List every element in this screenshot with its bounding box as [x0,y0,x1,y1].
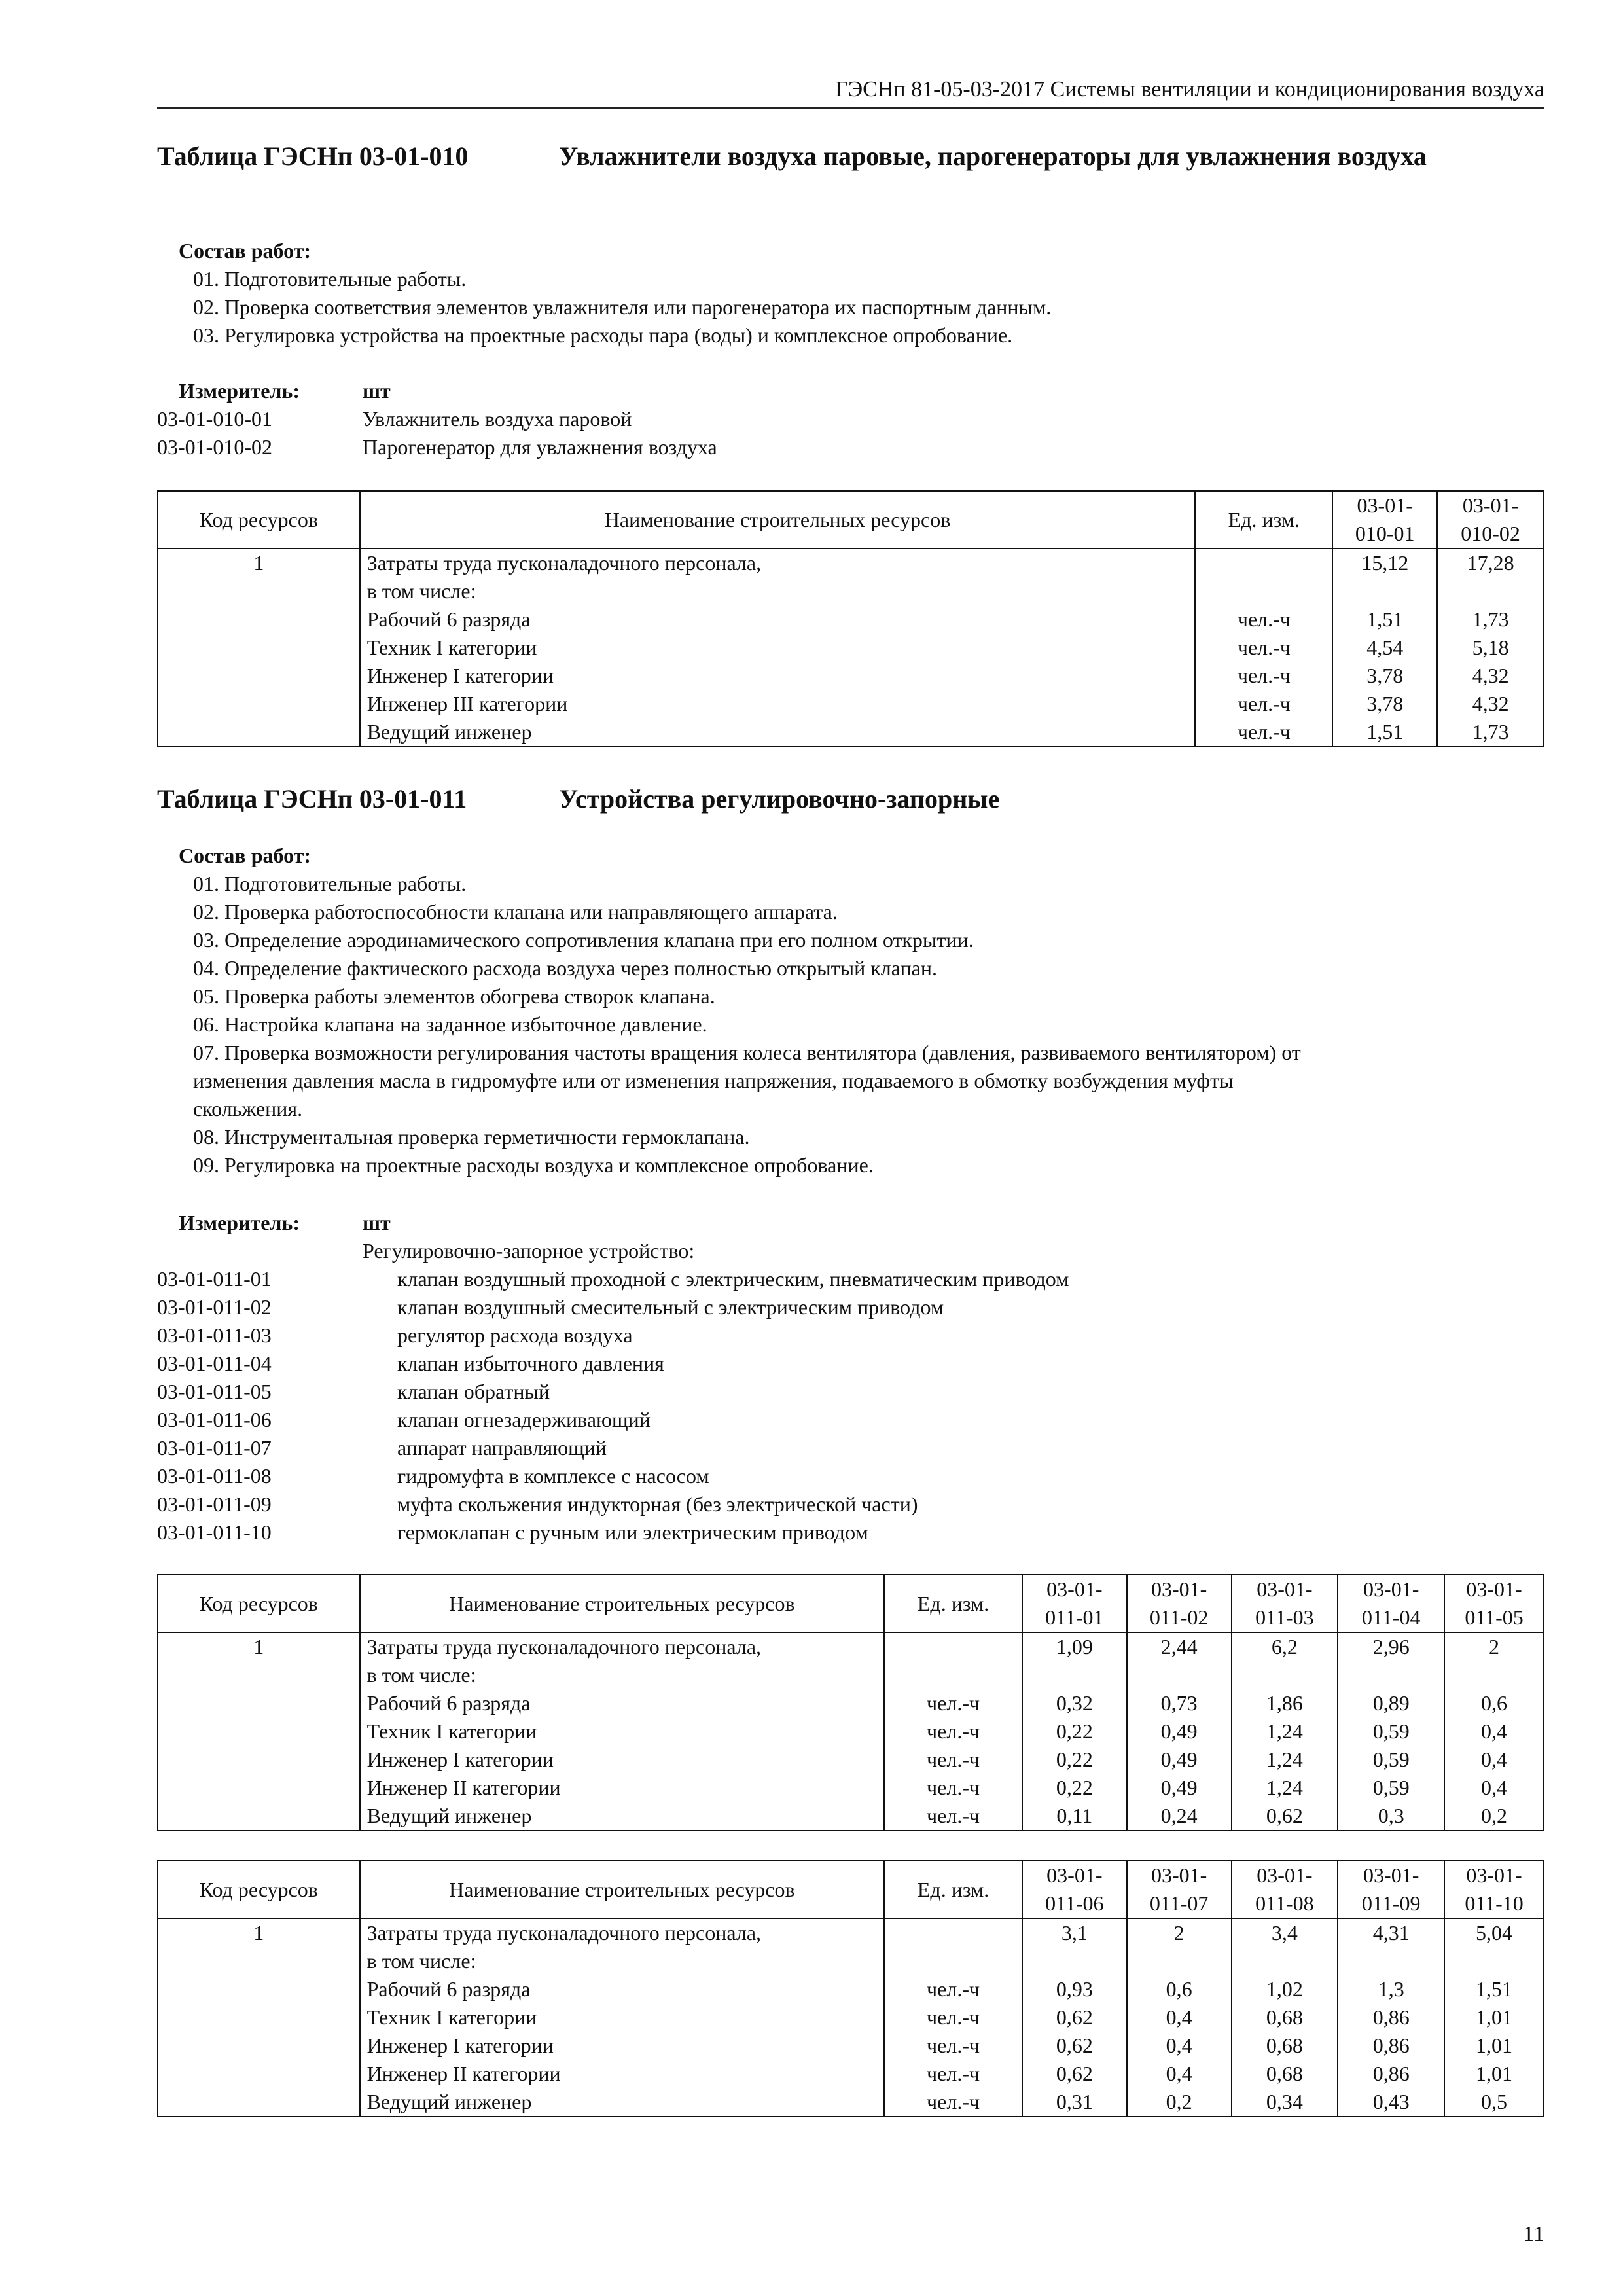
meter-item [157,433,1544,461]
table2-works [157,842,1544,1179]
resource-unit: чел.-ч [927,1804,980,1827]
value-cell: 1,01 [1476,2034,1513,2057]
value-cell: 4,54 [1366,636,1404,659]
value-cell: 0,3 [1378,1804,1404,1827]
meter-item [157,1490,1544,1518]
resource-unit: чел.-ч [1237,692,1291,715]
meter-item-name: гермоклапан с ручным или электрическим приводом [397,1520,868,1544]
value-column [1022,1632,1127,1831]
works-label: Состав работ: [179,844,312,867]
value-cell: 3,78 [1366,692,1404,715]
work-item: 06. Настройка клапана на заданное избыточное давление. [193,1013,707,1036]
value-cell: 1,09 [1056,1635,1093,1659]
value-cell: 0,6 [1481,1691,1508,1715]
header-column-code-line2: 011-08 [1255,1892,1314,1915]
value-cell: 1,73 [1472,720,1509,744]
value-column [1338,1918,1444,2117]
meter-item-name: муфта скольжения индукторная (без электрической части) [397,1492,918,1516]
meter-unit: шт [363,1211,391,1234]
table1-works [157,237,1544,350]
value-cell: 1,24 [1266,1719,1303,1743]
header-column-code-line1: 03-01- [1150,1863,1207,1887]
work-item: 02. Проверка соответствия элементов увлажнителя или парогенератора их паспортным данным. [193,295,1052,319]
resource-names [360,548,1196,747]
header-column-code-line1: 03-01- [1462,493,1519,517]
value-column [1444,1918,1544,2117]
table1-code: Таблица ГЭСНп 03-01-010 [157,141,469,171]
resource-name: Инженер I категории [366,664,554,687]
resource-name: в том числе: [366,1949,476,1973]
value-cell [1452,1661,1537,1689]
value-cell: 1,01 [1476,2005,1513,2029]
header-column-code [1444,1861,1544,1918]
meter-item-code: 03-01-011-05 [157,1380,272,1403]
value-cell [1134,1661,1224,1689]
meter-item [157,1265,1544,1293]
header-column-code [1332,491,1437,548]
meter-item [157,405,1544,433]
value-column [1332,548,1437,747]
header-column-code-line1: 03-01- [1363,1863,1419,1887]
resource-name: Инженер I категории [366,2034,554,2057]
resource-unit [1202,577,1325,605]
value-cell: 0,4 [1481,1719,1508,1743]
table1-title: Увлажнители воздуха паровые, парогенераторы для увлажнения воздуха [559,141,1427,171]
resource-names [360,1632,885,1831]
works-list [157,265,1544,350]
meter-item-name: аппарат направляющий [397,1436,607,1460]
value-cell: 0,59 [1372,1776,1410,1799]
value-cell [1029,1947,1120,1975]
meter-items [157,1265,1544,1547]
value-cell: 0,62 [1056,2062,1093,2085]
value-cell: 0,59 [1372,1748,1410,1771]
value-cell: 1,51 [1366,607,1404,631]
value-column [1338,1632,1444,1831]
value-cell: 0,68 [1266,2005,1303,2029]
header-column-code [1022,1861,1127,1918]
value-cell: 2 [1489,1635,1500,1659]
resource-unit: чел.-ч [1237,636,1291,659]
meter-item [157,1518,1544,1547]
meter-item [157,1350,1544,1378]
header-unit: Ед. изм. [1195,491,1332,548]
value-cell: 3,1 [1061,1921,1088,1945]
resource-unit [891,1947,1015,1975]
value-cell: 0,6 [1166,1977,1192,2001]
meter-item-code: 03-01-010-02 [157,435,272,459]
value-cell [1340,577,1430,605]
value-cell [1239,1947,1331,1975]
header-column-code-line1: 03-01- [1363,1577,1419,1601]
header-column-code [1022,1575,1127,1632]
header-code: Код ресурсов [158,1861,360,1918]
resource-names [360,1918,885,2117]
resource-unit [891,1661,1015,1689]
value-cell: 4,32 [1472,664,1509,687]
value-cell: 0,62 [1056,2005,1093,2029]
header-column-code-line2: 011-06 [1045,1892,1104,1915]
value-column [1232,1918,1338,2117]
value-cell: 0,68 [1266,2062,1303,2085]
value-cell: 0,5 [1481,2090,1508,2113]
table-row [158,1632,1544,1831]
header-column-code-line1: 03-01- [1150,1577,1207,1601]
value-cell [1134,1947,1224,1975]
resource-name: Ведущий инженер [366,1804,532,1827]
header-column-code-line2: 011-02 [1149,1605,1209,1629]
resource-table-2a [157,1574,1544,1831]
resource-name: в том числе: [366,1663,476,1687]
resource-unit [891,1919,1015,1947]
value-cell: 0,4 [1166,2034,1192,2057]
header-column-code [1444,1575,1544,1632]
header-column-code [1338,1861,1444,1918]
resource-table-2b [157,1860,1544,2117]
document-page [157,0,1544,2296]
value-cell: 0,31 [1056,2090,1093,2113]
table-row [158,548,1544,747]
header-column-code-line2: 010-01 [1355,522,1415,545]
work-item: 03. Определение аэродинамического сопротивления клапана при его полном открытии. [193,928,974,952]
work-item: 08. Инструментальная проверка герметичности гермоклапана. [193,1125,750,1149]
value-cell [1345,1661,1437,1689]
meter-label: Измеритель: [179,379,300,403]
header-column-code [1127,1575,1232,1632]
table-row [158,1918,1544,2117]
resource-table-1 [157,490,1544,747]
meter-item-code: 03-01-011-04 [157,1352,272,1375]
value-cell: 1,73 [1472,607,1509,631]
resource-unit: чел.-ч [927,1748,980,1771]
table1-meter [157,377,1544,461]
resource-unit: чел.-ч [927,1691,980,1715]
resource-name: Затраты труда пусконаладочного персонала, [366,1921,762,1945]
table-header-row [158,491,1544,548]
resource-unit: чел.-ч [927,1776,980,1799]
header-column-code-line1: 03-01- [1046,1577,1103,1601]
meter-item-name: регулятор расхода воздуха [397,1323,633,1347]
header-column-code-line1: 03-01- [1046,1863,1103,1887]
resource-unit: чел.-ч [927,1719,980,1743]
resource-name: Рабочий 6 разряда [366,1977,531,2001]
meter-item [157,1462,1544,1490]
resource-name: Рабочий 6 разряда [366,607,531,631]
meter-item-name: гидромуфта в комплексе с насосом [397,1464,709,1488]
value-cell: 0,49 [1160,1719,1198,1743]
value-cell [1452,1947,1537,1975]
value-cell: 0,2 [1166,2090,1192,2113]
header-column-code-line2: 011-09 [1361,1892,1421,1915]
header-rule [157,107,1544,109]
resource-name: Техник I категории [366,636,537,659]
header-name: Наименование строительных ресурсов [360,491,1196,548]
resource-units [884,1918,1022,2117]
value-cell: 1,86 [1266,1691,1303,1715]
value-cell: 1,01 [1476,2062,1513,2085]
resource-unit: чел.-ч [927,1977,980,2001]
value-cell: 0,32 [1056,1691,1093,1715]
meter-item-code: 03-01-011-10 [157,1520,272,1544]
value-cell: 0,86 [1372,2005,1410,2029]
header-column-code [1127,1861,1232,1918]
meter-item-code: 03-01-011-09 [157,1492,272,1516]
value-cell: 0,62 [1266,1804,1303,1827]
value-cell: 0,34 [1266,2090,1303,2113]
header-column-code-line2: 011-10 [1465,1892,1524,1915]
header-column-code-line2: 011-01 [1045,1605,1104,1629]
value-cell: 0,68 [1266,2034,1303,2057]
value-cell: 0,73 [1160,1691,1198,1715]
value-cell: 1,51 [1366,720,1404,744]
value-cell: 4,32 [1472,692,1509,715]
value-cell: 0,49 [1160,1776,1198,1799]
resource-unit: чел.-ч [1237,720,1291,744]
value-cell: 2,96 [1372,1635,1410,1659]
meter-label: Измеритель: [179,1211,300,1234]
resource-unit: чел.-ч [1237,607,1291,631]
work-item: 01. Подготовительные работы. [193,872,467,895]
value-cell: 0,2 [1481,1804,1508,1827]
header-column-code-line2: 010-02 [1461,522,1520,545]
value-cell: 1,3 [1378,1977,1404,2001]
meter-item-name: клапан воздушный проходной с электрическим, пневматическим приводом [397,1267,1069,1291]
value-cell: 17,28 [1467,551,1514,575]
value-cell: 0,22 [1056,1776,1093,1799]
value-cell: 5,04 [1476,1921,1513,1945]
work-item: 09. Регулировка на проектные расходы воздуха и комплексное опробование. [193,1153,874,1177]
value-cell: 1,51 [1476,1977,1513,2001]
meter-item-code: 03-01-011-08 [157,1464,272,1488]
value-cell: 0,86 [1372,2034,1410,2057]
value-cell: 0,4 [1166,2062,1192,2085]
value-cell [1029,1661,1120,1689]
value-cell: 3,78 [1366,664,1404,687]
value-cell [1444,577,1537,605]
header-column-code [1232,1861,1338,1918]
header-name: Наименование строительных ресурсов [360,1861,885,1918]
header-name: Наименование строительных ресурсов [360,1575,885,1632]
resource-name: Инженер II категории [366,1776,561,1799]
resource-unit: чел.-ч [927,2005,980,2029]
value-column [1022,1918,1127,2117]
work-item: изменения давления масла в гидромуфте или от изменения напряжения, подаваемого в обмотку возбуждения муфты [193,1069,1234,1092]
work-item: 03. Регулировка устройства на проектные расходы пара (воды) и комплексное опробование. [193,323,1013,347]
meter-item [157,1293,1544,1321]
value-cell: 5,18 [1472,636,1509,659]
value-cell: 0,22 [1056,1748,1093,1771]
table2-code: Таблица ГЭСНп 03-01-011 [157,784,467,814]
resource-name: Затраты труда пусконаладочного персонала, [366,551,762,575]
value-cell: 0,24 [1160,1804,1198,1827]
meter-item [157,1406,1544,1434]
value-cell: 4,31 [1372,1921,1410,1945]
meter-item [157,1378,1544,1406]
work-item: 05. Проверка работы элементов обогрева створок клапана. [193,984,715,1008]
resource-name: Ведущий инженер [366,720,532,744]
resource-unit: чел.-ч [927,2062,980,2085]
value-cell: 0,22 [1056,1719,1093,1743]
header-column-code-line2: 011-03 [1255,1605,1314,1629]
header-column-code [1338,1575,1444,1632]
header-column-code-line1: 03-01- [1466,1863,1522,1887]
header-column-code-line2: 011-07 [1149,1892,1209,1915]
resource-name: Рабочий 6 разряда [366,1691,531,1715]
table-header-row [158,1861,1544,1918]
value-column [1127,1632,1232,1831]
value-column [1437,548,1544,747]
value-column [1444,1632,1544,1831]
row-code: 1 [158,548,360,747]
header-unit: Ед. изм. [884,1575,1022,1632]
value-cell: 1,24 [1266,1748,1303,1771]
header-column-code-line1: 03-01- [1466,1577,1522,1601]
header-unit: Ед. изм. [884,1861,1022,1918]
meter-item-code: 03-01-011-01 [157,1267,272,1291]
header-column-code [1232,1575,1338,1632]
resource-unit [891,1633,1015,1661]
value-cell: 0,4 [1166,2005,1192,2029]
running-header: ГЭСНп 81-05-03-2017 Системы вентиляции и кондиционирования воздуха [835,77,1544,101]
header-column-code-line1: 03-01- [1257,1863,1313,1887]
work-item: 01. Подготовительные работы. [193,267,467,291]
value-cell: 0,59 [1372,1719,1410,1743]
meter-item-code: 03-01-010-01 [157,407,272,431]
meter-item-name: клапан воздушный смесительный с электрическим приводом [397,1295,944,1319]
meter-item-name: клапан избыточного давления [397,1352,664,1375]
resource-name: Инженер I категории [366,1748,554,1771]
value-cell: 0,4 [1481,1748,1508,1771]
meter-item-code: 03-01-011-06 [157,1408,272,1431]
meter-unit: шт [363,379,391,403]
work-item: скольжения. [193,1097,303,1121]
header-column-code-line2: 011-05 [1465,1605,1524,1629]
value-cell: 0,49 [1160,1748,1198,1771]
resource-name: Техник I категории [366,1719,537,1743]
table2-title: Устройства регулировочно-запорные [559,784,1000,814]
value-cell [1239,1661,1331,1689]
work-item: 02. Проверка работоспособности клапана или направляющего аппарата. [193,900,838,924]
table-header-row [158,1575,1544,1632]
value-column [1127,1918,1232,2117]
row-code: 1 [158,1632,360,1831]
resource-unit: чел.-ч [1237,664,1291,687]
meter-item [157,1434,1544,1462]
meter-item-name: клапан обратный [397,1380,550,1403]
value-cell: 0,89 [1372,1691,1410,1715]
resource-name: Инженер III категории [366,692,568,715]
value-cell [1345,1947,1437,1975]
value-cell: 1,02 [1266,1977,1303,2001]
meter-group-name: Регулировочно-запорное устройство: [363,1239,695,1263]
row-code: 1 [158,1918,360,2117]
resource-name: в том числе: [366,579,476,603]
meter-item-code: 03-01-011-03 [157,1323,272,1347]
page-number: 11 [1523,2222,1544,2246]
meter-item [157,1321,1544,1350]
works-label: Состав работ: [179,239,312,262]
value-cell: 0,11 [1056,1804,1093,1827]
header-column-code-line1: 03-01- [1357,493,1413,517]
works-list [157,870,1544,1179]
resource-unit [1202,549,1325,577]
header-column-code-line2: 011-04 [1361,1605,1421,1629]
value-cell: 0,86 [1372,2062,1410,2085]
meter-item-name: Парогенератор для увлажнения воздуха [363,435,717,459]
work-item: 07. Проверка возможности регулирования частоты вращения колеса вентилятора (давления, развиваемого вентилятором) от [193,1041,1301,1064]
meter-item-name: Увлажнитель воздуха паровой [363,407,632,431]
meter-item-name: клапан огнезадерживающий [397,1408,651,1431]
value-cell: 2 [1173,1921,1185,1945]
resource-units [1195,548,1332,747]
header-column-code-line1: 03-01- [1257,1577,1313,1601]
value-cell: 0,93 [1056,1977,1093,2001]
meter-item-code: 03-01-011-02 [157,1295,272,1319]
table2-meter [157,1209,1544,1547]
value-cell: 2,44 [1160,1635,1198,1659]
resource-units [884,1632,1022,1831]
resource-unit: чел.-ч [927,2090,980,2113]
value-cell: 15,12 [1361,551,1409,575]
resource-name: Ведущий инженер [366,2090,532,2113]
resource-name: Затраты труда пусконаладочного персонала, [366,1635,762,1659]
header-column-code [1437,491,1544,548]
meter-items [157,405,1544,461]
header-code: Код ресурсов [158,1575,360,1632]
value-cell: 0,4 [1481,1776,1508,1799]
value-cell: 1,24 [1266,1776,1303,1799]
value-cell: 3,4 [1271,1921,1298,1945]
work-item: 04. Определение фактического расхода воздуха через полностью открытый клапан. [193,956,937,980]
resource-name: Техник I категории [366,2005,537,2029]
value-cell: 0,62 [1056,2034,1093,2057]
resource-name: Инженер II категории [366,2062,561,2085]
value-cell: 6,2 [1271,1635,1298,1659]
meter-item-code: 03-01-011-07 [157,1436,272,1460]
value-cell: 0,43 [1372,2090,1410,2113]
header-code: Код ресурсов [158,491,360,548]
resource-unit: чел.-ч [927,2034,980,2057]
value-column [1232,1632,1338,1831]
